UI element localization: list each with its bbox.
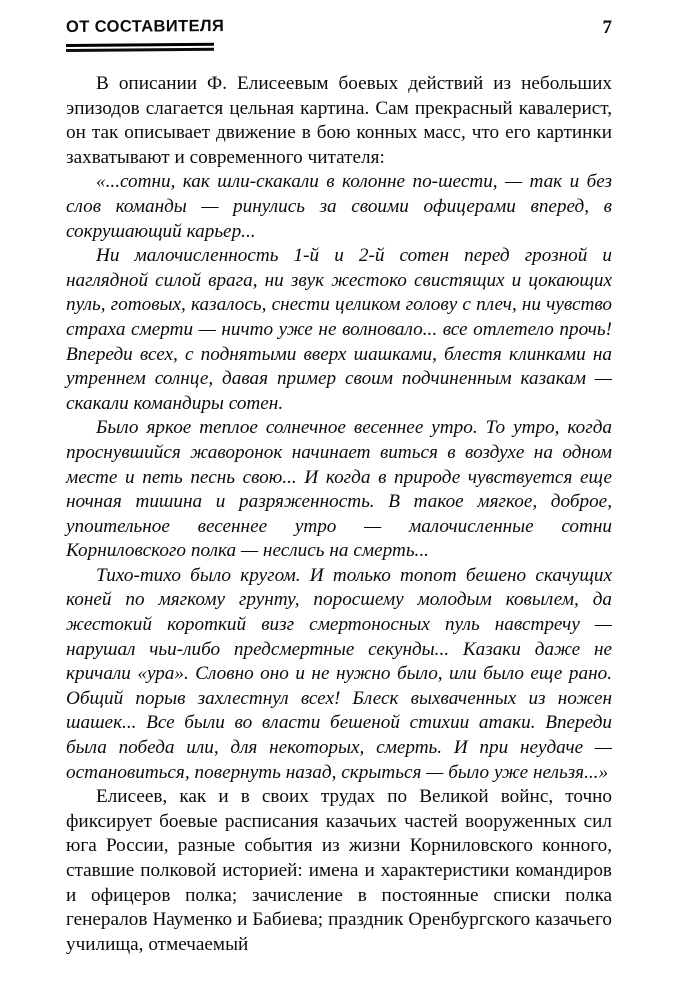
- header-rule-lower-bar: [66, 48, 214, 52]
- header-rule: [66, 43, 214, 53]
- body-text-column: [66, 72, 612, 957]
- paragraph-intro: В описании Ф. Елисеевым боевых действий из небольших эпизодов слагается цельная картина. Сам прекрасный кавалерист, он так описывает движение в бою конных масс, что его картинки захватывают и современного читателя:: [66, 73, 612, 168]
- running-head-title: ОТ СОСТАВИТЕЛЯ: [65, 17, 225, 36]
- running-head: [66, 18, 612, 44]
- header-rule-upper-bar: [66, 43, 214, 48]
- paragraph-quote-2: Ни малочисленность 1-й и 2-й сотен перед грозной и наглядной силой врага, ни звук жестоко свистящих и цокающих пуль, готовых, казалось, снести целиком голову с плеч, ни чувство страха смерти — ничто уже не волновало... все отлетело прочь! Впереди всех, с поднятыми вверх шашками, блестя клинками на утреннем солнце, давая пример своим подчиненным казакам — скакали командиры сотен.: [66, 245, 612, 414]
- paragraph-closing: Елисеев, как и в своих трудах по Великой войнс, точно фиксирует боевые расписания казачьих частей вооруженных сил юга России, разные события из жизни Корниловского конного, ставшие полковой историей: имена и характеристики командиров и офицеров полка; зачисление в постоянные списки полка генералов Науменко и Бабиева; праздник Оренбургского казачьего училища, отмечаемый: [66, 786, 612, 955]
- paragraph-quote-3: Было яркое теплое солнечное весеннее утро. То утро, когда проснувшийся жаворонок начинает виться в воздухе на одном месте и петь песнь свою... И когда в природе чувствуется еще ночная тишина и разряженность. В такое мягкое, доброе, упоительное весеннее утро — малочисленные сотни Корниловского полка — неслись на смерть...: [66, 417, 612, 562]
- page-number: 7: [602, 17, 612, 38]
- paragraph-quote-1: «...сотни, как шли-скакали в колонне по-шести, — так и без слов команды — ринулись за своими офицерами вперед, в сокрушающий карьер...: [66, 171, 612, 242]
- paragraph-quote-4: Тихо-тихо было кругом. И только топот бешено скачущих коней по мягкому грунту, поросшему молодым ковылем, да жестокий короткий визг смертоносных пуль навстречу — нарушал чьи-либо предсмертные секунды... Казаки даже не кричали «ура». Словно оно и не нужно было, или было еще рано. Общий порыв захлестнул всех! Блеск выхваченных из ножен шашек... Все были во власти бешеной стихии атаки. Впереди была победа или, для некоторых, смерть. И при неудаче — остановиться, повернуть назад, скрыться — было уже нельзя...»: [66, 564, 612, 783]
